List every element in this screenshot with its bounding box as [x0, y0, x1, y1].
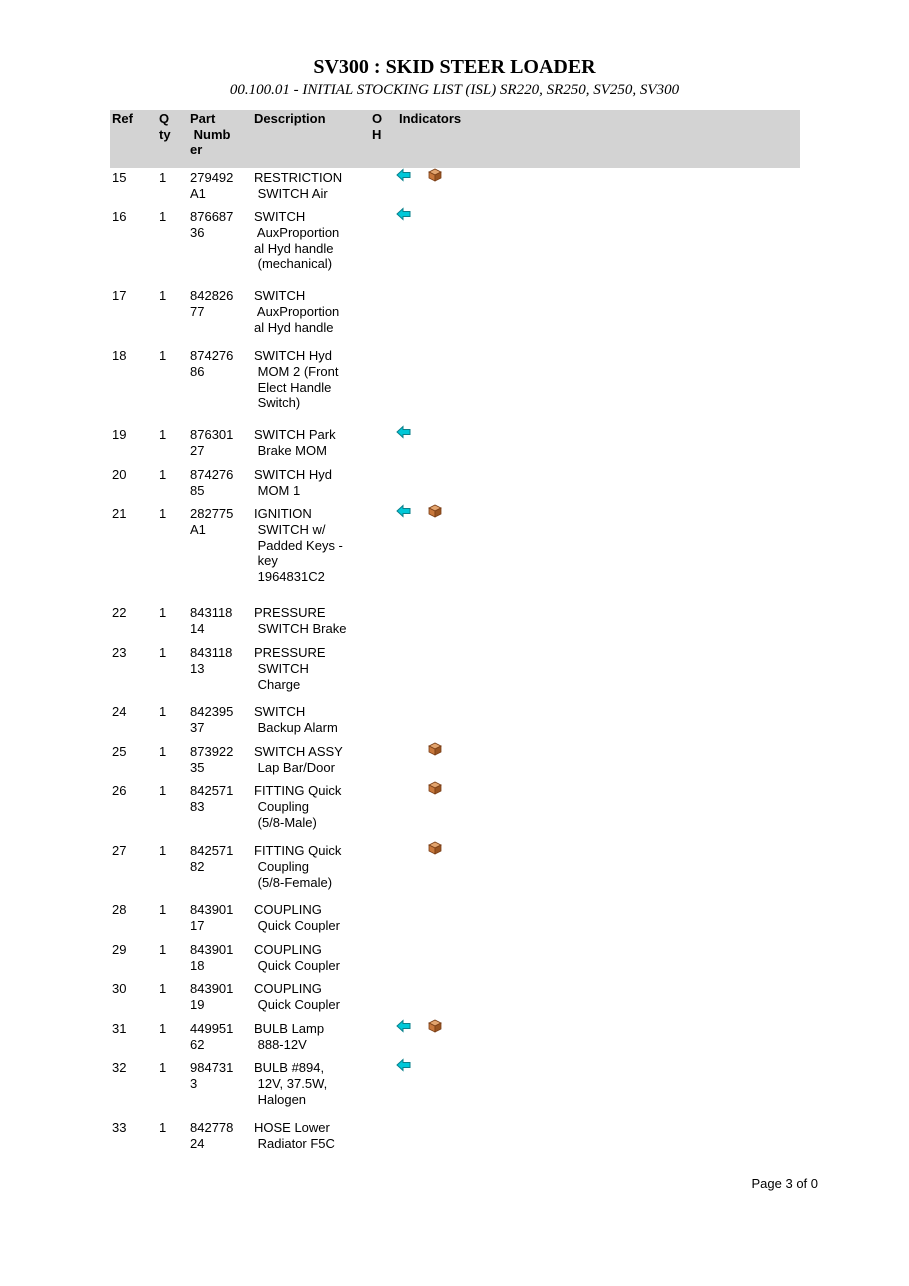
package-box-icon	[427, 1019, 443, 1033]
qty-cell: 1	[159, 605, 167, 620]
ref-cell: 23	[112, 645, 127, 660]
qty-cell: 1	[159, 645, 167, 660]
ref-cell: 27	[112, 843, 127, 858]
part-number-cell: 843901 18	[190, 942, 234, 973]
part-number-cell: 843118 14	[190, 605, 233, 636]
ref-cell: 16	[112, 209, 127, 224]
description-cell: PRESSURE SWITCH Brake	[254, 605, 347, 636]
qty-cell: 1	[159, 506, 167, 521]
description-cell: IGNITION SWITCH w/ Padded Keys - key 1964831C2	[254, 506, 343, 585]
description-cell: HOSE Lower Radiator F5C	[254, 1120, 335, 1151]
package-box-icon	[427, 841, 443, 855]
part-number-cell: 449951 62	[190, 1021, 234, 1052]
ref-cell: 31	[112, 1021, 127, 1036]
package-box-icon	[427, 781, 443, 795]
qty-cell: 1	[159, 783, 167, 798]
description-cell: COUPLING Quick Coupler	[254, 902, 340, 933]
ref-cell: 33	[112, 1120, 127, 1135]
part-number-cell: 842778 24	[190, 1120, 234, 1151]
part-number-cell: 842571 82	[190, 843, 234, 874]
header-indicators: Indicators	[399, 111, 462, 126]
part-number-cell: 984731 3	[190, 1060, 234, 1091]
header-ref: Ref	[112, 111, 133, 126]
ref-cell: 17	[112, 288, 127, 303]
header-qty: Q ty	[159, 111, 171, 142]
left-arrow-icon	[396, 504, 412, 518]
description-cell: BULB Lamp 888-12V	[254, 1021, 325, 1052]
description-cell: SWITCH AuxProportion al Hyd handle (mechanical)	[254, 209, 340, 272]
left-arrow-icon	[396, 168, 412, 182]
part-number-cell: 842571 83	[190, 783, 234, 814]
qty-cell: 1	[159, 704, 167, 719]
qty-cell: 1	[159, 209, 167, 224]
part-number-cell: 874276 86	[190, 348, 234, 379]
ref-cell: 24	[112, 704, 127, 719]
ref-cell: 28	[112, 902, 127, 917]
qty-cell: 1	[159, 288, 167, 303]
left-arrow-icon	[396, 207, 412, 221]
ref-cell: 25	[112, 744, 127, 759]
ref-cell: 22	[112, 605, 127, 620]
ref-cell: 30	[112, 981, 127, 996]
qty-cell: 1	[159, 902, 167, 917]
table-header	[110, 110, 800, 168]
qty-cell: 1	[159, 427, 167, 442]
qty-cell: 1	[159, 744, 167, 759]
part-number-cell: 874276 85	[190, 467, 234, 498]
left-arrow-icon	[396, 425, 412, 439]
part-number-cell: 843901 17	[190, 902, 234, 933]
description-cell: SWITCH Hyd MOM 1	[254, 467, 332, 498]
description-cell: PRESSURE SWITCH Charge	[254, 645, 326, 692]
package-box-icon	[427, 168, 443, 182]
description-cell: SWITCH AuxProportion al Hyd handle	[254, 288, 340, 335]
description-cell: BULB #894, 12V, 37.5W, Halogen	[254, 1060, 328, 1107]
qty-cell: 1	[159, 1060, 167, 1075]
part-number-cell: 876301 27	[190, 427, 234, 458]
header-part-number: Part Numb er	[190, 111, 231, 157]
qty-cell: 1	[159, 1021, 167, 1036]
header-description: Description	[254, 111, 326, 126]
ref-cell: 21	[112, 506, 127, 521]
qty-cell: 1	[159, 467, 167, 482]
ref-cell: 15	[112, 170, 127, 185]
qty-cell: 1	[159, 170, 167, 185]
part-number-cell: 842395 37	[190, 704, 234, 735]
description-cell: RESTRICTION SWITCH Air	[254, 170, 343, 201]
document-title: SV300 : SKID STEER LOADER	[313, 56, 596, 78]
package-box-icon	[427, 504, 443, 518]
qty-cell: 1	[159, 843, 167, 858]
description-cell: COUPLING Quick Coupler	[254, 942, 340, 973]
part-number-cell: 843901 19	[190, 981, 234, 1012]
ref-cell: 29	[112, 942, 127, 957]
description-cell: SWITCH ASSY Lap Bar/Door	[254, 744, 343, 775]
part-number-cell: 282775 A1	[190, 506, 234, 537]
left-arrow-icon	[396, 1019, 412, 1033]
qty-cell: 1	[159, 942, 167, 957]
qty-cell: 1	[159, 348, 167, 363]
ref-cell: 19	[112, 427, 127, 442]
ref-cell: 32	[112, 1060, 127, 1075]
ref-cell: 26	[112, 783, 127, 798]
ref-cell: 20	[112, 467, 127, 482]
description-cell: SWITCH Backup Alarm	[254, 704, 338, 735]
ref-cell: 18	[112, 348, 127, 363]
page-number: Page 3 of 0	[751, 1176, 818, 1191]
package-box-icon	[427, 742, 443, 756]
description-cell: SWITCH Hyd MOM 2 (Front Elect Handle Switch)	[254, 348, 339, 411]
part-number-cell: 843118 13	[190, 645, 233, 676]
part-number-cell: 873922 35	[190, 744, 234, 775]
description-cell: FITTING Quick Coupling (5/8-Male)	[254, 783, 342, 830]
part-number-cell: 842826 77	[190, 288, 234, 319]
header-oh: O H	[372, 111, 383, 142]
description-cell: SWITCH Park Brake MOM	[254, 427, 336, 458]
description-cell: COUPLING Quick Coupler	[254, 981, 340, 1012]
document-subtitle: 00.100.01 - INITIAL STOCKING LIST (ISL) SR220, SR250, SV250, SV300	[229, 82, 680, 98]
left-arrow-icon	[396, 1058, 412, 1072]
qty-cell: 1	[159, 981, 167, 996]
part-number-cell: 279492 A1	[190, 170, 234, 201]
qty-cell: 1	[159, 1120, 167, 1135]
part-number-cell: 876687 36	[190, 209, 234, 240]
description-cell: FITTING Quick Coupling (5/8-Female)	[254, 843, 342, 890]
